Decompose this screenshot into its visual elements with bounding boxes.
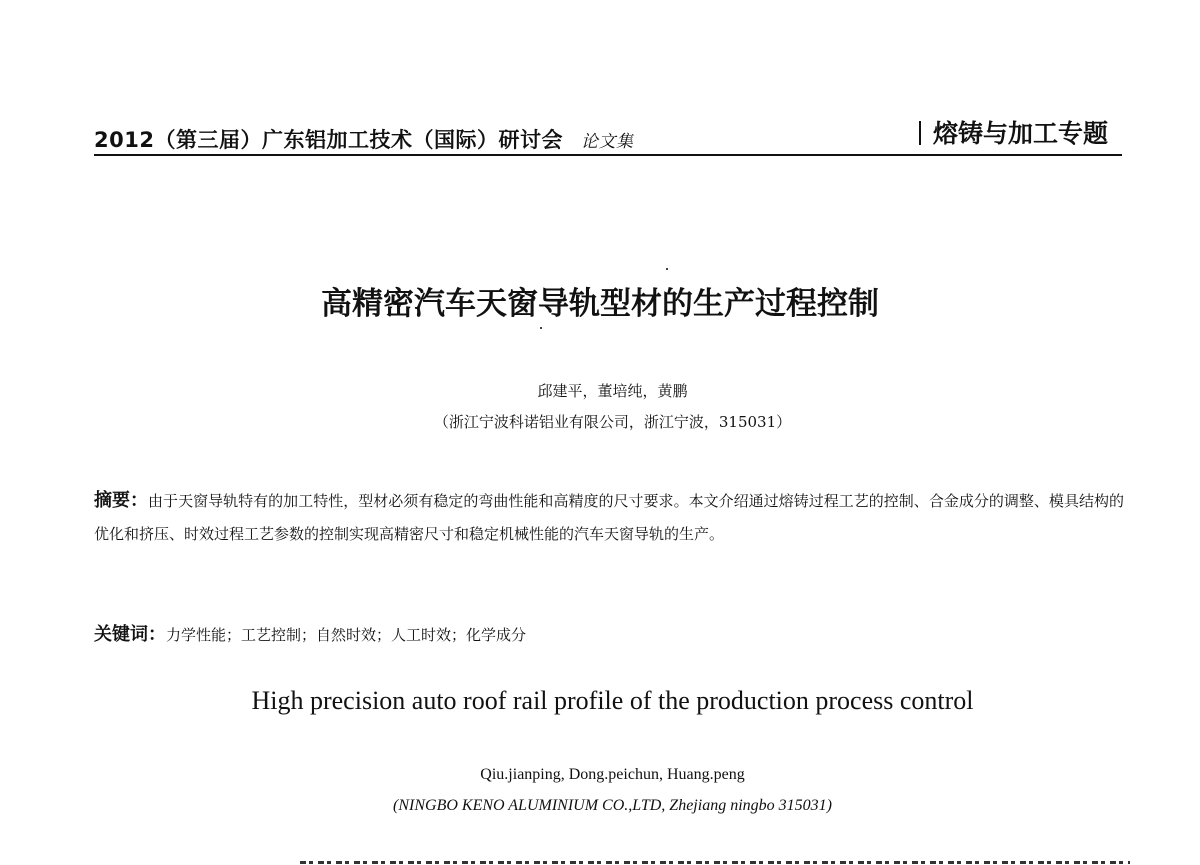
affiliation-en: (NINGBO KENO ALUMINIUM CO.,LTD, Zhejiang ningbo 315031) [393, 797, 832, 814]
scan-speck [666, 268, 668, 270]
running-header [94, 124, 633, 154]
cut-off-text-line [300, 850, 1130, 865]
paper-title-cn: 高精密汽车天窗导轨型材的生产过程控制 [321, 286, 879, 322]
keywords-label: 关键词： [94, 624, 166, 645]
authors-en: Qiu.jianping, Dong.peichun, Huang.peng [480, 766, 745, 783]
scan-speck [540, 327, 542, 329]
keywords-text: 力学性能；工艺控制；自然时效；人工时效；化学成分 [166, 626, 527, 644]
authors-cn: 邱建平，董培纯，黄鹏 [537, 382, 688, 400]
section-title: 熔铸与加工专题 [932, 119, 1108, 148]
abstract-cn [94, 484, 1124, 551]
paper-title-en: High precision auto roof rail profile of the production process control [251, 686, 974, 715]
abstract-label: 摘要： [94, 490, 149, 511]
header-rule [94, 154, 1122, 156]
section-header [919, 114, 1108, 150]
collection-label: 论文集 [580, 132, 634, 152]
affiliation-cn: （浙江宁波科诺铝业有限公司，浙江宁波，315031） [433, 413, 792, 431]
conference-name: 2012（第三届）广东铝加工技术（国际）研讨会 [94, 128, 563, 152]
section-divider [919, 121, 921, 145]
keywords-cn [94, 620, 526, 646]
abstract-text: 由于天窗导轨特有的加工特性，型材必须有稳定的弯曲性能和高精度的尺寸要求。本文介绍通过熔铸过程工艺的控制、合金成分的调整、模具结构的优化和挤压、时效过程工艺参数的控制实现高精密尺寸和稳定机械性能的汽车天窗导轨的生产。 [94, 492, 1124, 543]
